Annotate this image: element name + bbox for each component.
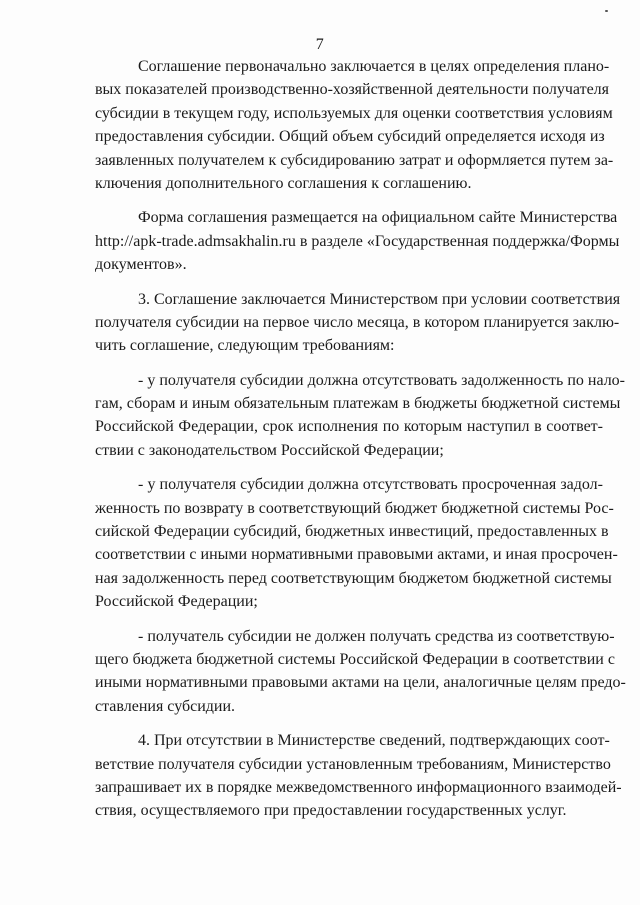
text-line: 3. Соглашение заключается Министерством при условии соответствия	[138, 290, 621, 308]
text-line: гам, сборам и иным обязательным платежам в бюджеты бюджетной системы	[95, 395, 621, 413]
text-line: ствия, осуществляемого при предоставлении государственных услуг.	[95, 802, 567, 820]
text-line: щего бюджета бюджетной системы Российской Федерации в соответствии с	[95, 650, 615, 668]
text-line: Форма соглашения размещается на официальном сайте Министерства	[138, 209, 618, 227]
paragraph-section-4	[95, 729, 622, 823]
text-line: запрашивает их в порядке межведомственного информационного взаимодей-	[95, 778, 622, 796]
text-line: вых показателей производственно-хозяйственной деятельности получателя	[95, 81, 610, 99]
paragraph-section-3	[95, 288, 621, 358]
text-line: заявленных получателем к субсидированию затрат и оформляется путем за-	[95, 151, 614, 169]
text-line: сийской Федерации субсидий, бюджетных инвестиций, предоставленных в	[95, 523, 609, 541]
text-line: Российской Федерации, срок исполнения по которым наступил в соответ-	[95, 418, 603, 436]
text-line: соответствии с иными нормативными правовыми актами, и иная просрочен-	[95, 546, 618, 564]
text-line: предоставления субсидии. Общий объем субсидий определяется исходя из	[95, 128, 605, 146]
page-number: 7	[315, 36, 325, 53]
paragraph-requirement-overdue-debt	[95, 473, 618, 613]
text-line: субсидии в текущем году, используемых для оценки соответствия условиям	[95, 104, 613, 122]
text-line: - получатель субсидии не должен получать средства из соответствую-	[138, 627, 615, 645]
text-line: - у получателя субсидии должна отсутствовать задолженность по нало-	[138, 371, 626, 389]
paragraph-requirement-no-other-funds	[95, 625, 626, 719]
paragraph-agreement-form	[95, 206, 620, 276]
text-line: Соглашение первоначально заключается в целях определения плано-	[138, 58, 610, 75]
paragraph-agreement-purpose	[95, 55, 614, 195]
text-line: 4. При отсутствии в Министерстве сведений, подтверждающих соот-	[138, 732, 610, 750]
text-line: Российской Федерации;	[95, 593, 258, 611]
text-line: ная задолженность перед соответствующим бюджетом бюджетной системы	[95, 569, 612, 587]
paragraph-requirement-tax-debt	[95, 369, 626, 463]
text-line: ветствие получателя субсидии установленным требованиям, Министерство	[95, 755, 611, 773]
text-line: документов».	[95, 256, 187, 274]
text-line: ставления субсидии.	[95, 697, 236, 715]
text-line: ключения дополнительного соглашения к соглашению.	[95, 174, 472, 192]
text-line: иными нормативными правовыми актами на цели, аналогичные целям предо-	[95, 674, 626, 692]
scan-artifact-mark	[605, 10, 608, 12]
text-line: женность по возврату в соответствующий бюджет бюджетной системы Рос-	[95, 499, 614, 517]
text-line: чить соглашение, следующим требованиям:	[95, 337, 395, 355]
document-body	[95, 55, 626, 823]
text-line: ствии с законодательством Российской Федерации;	[95, 441, 444, 459]
text-line-with-url: http://apk-trade.admsakhalin.ru в разделе «Государственная поддержка/Формы	[95, 232, 620, 250]
text-line: - у получателя субсидии должна отсутствовать просроченная задол-	[138, 476, 603, 494]
text-line: получателя субсидии на первое число месяца, в котором планируется заклю-	[95, 313, 620, 331]
